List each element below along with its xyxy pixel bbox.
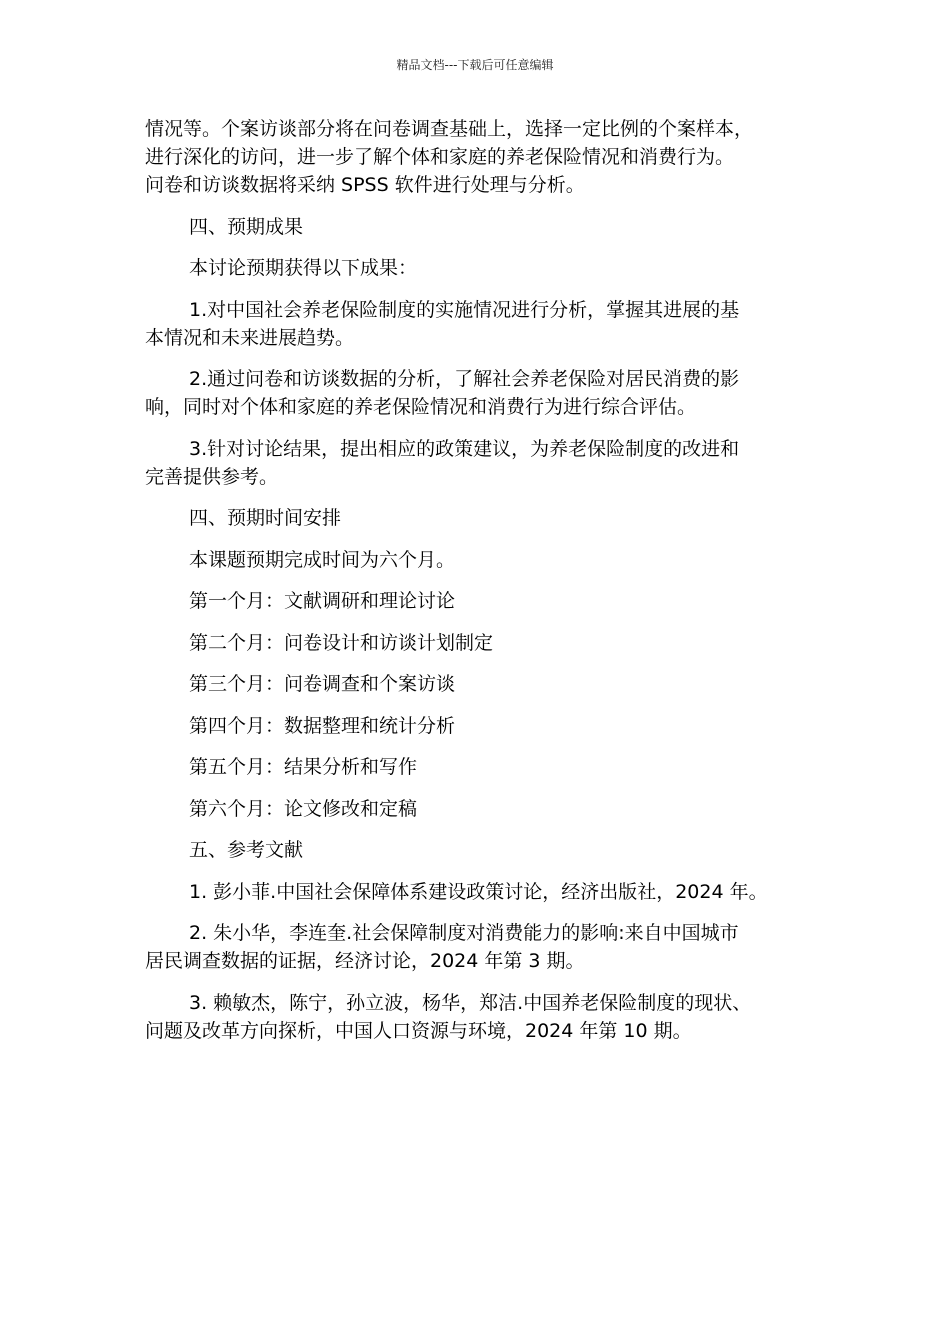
reference-item-1 [145, 878, 825, 906]
reference-item-2 [145, 919, 825, 975]
section-heading-references [145, 836, 825, 864]
section-heading-schedule [145, 504, 825, 532]
text-line: 2.通过问卷和访谈数据的分析，了解社会养老保险对居民消费的影 [189, 368, 740, 390]
text-line: 第三个月：问卷调查和个案访谈 [189, 673, 456, 695]
heading-text: 五、参考文献 [189, 839, 304, 861]
text-line: 第六个月：论文修改和定稿 [189, 797, 418, 820]
text-line: 第五个月：结果分析和写作 [189, 756, 418, 778]
heading-text: 四、预期成果 [189, 215, 304, 238]
text-line: 响，同时对个体和家庭的养老保险情况和消费行为进行综合评估。 [145, 396, 697, 418]
paragraph-results-intro [145, 254, 825, 282]
schedule-item-month-2 [145, 629, 825, 657]
text-line: 情况等。个案访谈部分将在问卷调查基础上，选择一定比例的个案样本， [145, 118, 754, 140]
paragraph-schedule-intro [145, 546, 825, 574]
heading-text: 四、预期时间安排 [189, 507, 342, 529]
text-line: 2. 朱小华，李连奎.社会保障制度对消费能力的影响:来自中国城市 [189, 922, 739, 944]
list-item-result-2 [145, 365, 825, 421]
text-line: 居民调查数据的证据，经济讨论，2024 年第 3 期。 [145, 950, 585, 972]
text-line: 本情况和未来进展趋势。 [145, 326, 355, 349]
text-line: 1. 彭小菲.中国社会保障体系建设政策讨论，经济出版社，2024 年。 [189, 880, 768, 903]
text-line: 第一个月：文献调研和理论讨论 [189, 590, 456, 612]
text-line: 问题及改革方向探析，中国人口资源与环境，2024 年第 10 期。 [145, 1019, 692, 1042]
paragraph-method-continued [145, 115, 825, 199]
section-heading-expected-results [145, 213, 825, 241]
schedule-item-month-1 [145, 587, 825, 615]
text-line: 第四个月：数据整理和统计分析 [189, 714, 456, 737]
text-line: 本讨论预期获得以下成果： [189, 257, 418, 279]
text-line: 3.针对讨论结果，提出相应的政策建议，为养老保险制度的改进和 [189, 437, 740, 460]
schedule-item-month-5 [145, 753, 825, 781]
list-item-result-1 [145, 296, 825, 352]
text-line: 1.对中国社会养老保险制度的实施情况进行分析，掌握其进展的基 [189, 298, 740, 321]
page-header: 精品文档---下载后可任意编辑 [396, 58, 554, 72]
document-body [145, 115, 825, 1058]
list-item-result-3 [145, 435, 825, 491]
text-line: 本课题预期完成时间为六个月。 [189, 548, 456, 571]
schedule-item-month-4 [145, 712, 825, 740]
text-line: 3. 赖敏杰，陈宁，孙立波，杨华，郑洁.中国养老保险制度的现状、 [189, 991, 752, 1014]
schedule-item-month-6 [145, 795, 825, 823]
text-line: 问卷和访谈数据将采纳 SPSS 软件进行处理与分析。 [145, 174, 585, 196]
text-line: 第二个月：问卷设计和访谈计划制定 [189, 631, 494, 654]
text-line: 进行深化的访问，进一步了解个体和家庭的养老保险情况和消费行为。 [145, 146, 735, 168]
schedule-item-month-3 [145, 670, 825, 698]
text-line: 完善提供参考。 [145, 465, 279, 488]
reference-item-3 [145, 989, 825, 1045]
